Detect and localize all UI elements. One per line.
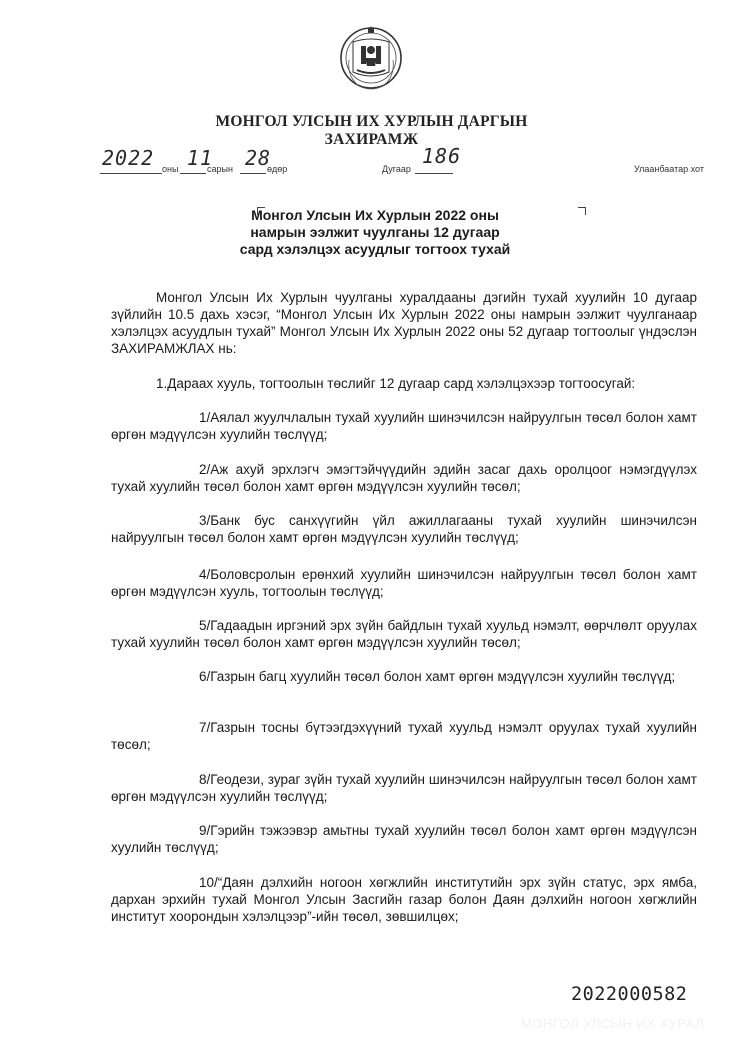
list-item: 6/Газрын багц хуулийн төсөл болон хамт өргөн мэдүүлсэн хуулийн төслүүд; — [199, 669, 676, 684]
watermark: МОНГОЛ УЛСЫН ИХ ХУРАЛ — [521, 1016, 705, 1031]
year-label: оны — [162, 164, 179, 174]
list-item: 7/Газрын тосны бүтээгдэхүүний тухай хуульд нэмэлт оруулах тухай хуулийн төсөл; — [111, 720, 697, 752]
document-type: ЗАХИРАМЖ — [324, 131, 419, 148]
handwritten-day: 28 — [245, 146, 272, 170]
state-emblem-icon — [339, 22, 403, 94]
document-title — [180, 207, 570, 258]
title-bracket-right — [578, 207, 586, 215]
list-item: 8/Геодези, зураг зүйн тухай хуулийн шинэчилсэн найруулгын төсөл болон хамт өргөн мэдүүлсэн хуулийн төслүүд; — [111, 772, 697, 804]
handwritten-month: 11 — [187, 146, 214, 170]
year-underline — [100, 173, 162, 174]
list-item: 3/Банк бус санхүүгийн үйл ажиллагааны тухай хуулийн шинэчилсэн найруулгын төсөл болон хамт өргөн мэдүүлсэн хуулийн төслүүд; — [111, 513, 697, 545]
day-label: өдөр — [267, 164, 288, 174]
handwritten-year: 2022 — [102, 146, 155, 170]
list-item: 9/Гэрийн тэжээвэр амьтны тухай хуулийн төсөл болон хамт өргөн мэдүүлсэн хуулийн төслүүд; — [111, 823, 697, 855]
list-item: 4/Боловсролын ерөнхий хуулийн шинэчилсэн найруулгын төсөл болон хамт өргөн мэдүүлсэн хууль, тогтоолын төслүүд; — [111, 567, 697, 599]
month-underline — [180, 173, 206, 174]
list-item: 2/Аж ахуй эрхлэгч эмэгтэйчүүдийн эдийн засаг дахь оролцоог нэмэгдүүлэх тухай хуулийн төсөл болон хамт өргөн мэдүүлсэн хуулийн төсөл; — [111, 462, 697, 494]
list-item: 1/Аялал жуулчлалын тухай хуулийн шинэчилсэн найруулгын төсөл болон хамт өргөн мэдүүлсэн хуулийн төслүүд; — [111, 410, 697, 442]
issuing-authority: МОНГОЛ УЛСЫН ИХ ХУРЛЫН ДАРГЫН — [215, 113, 528, 130]
month-label: сарын — [207, 164, 233, 174]
title-line: сард хэлэлцэх асуудлыг тогтоох тухай — [239, 241, 511, 257]
document-registration-number: 2022000582 — [571, 984, 688, 1005]
list-item: 10/“Даян дэлхийн ногоон хөгжлийн институтийн эрх зүйн статус, эрх ямба, дархан эрхийн тухай Монгол Улсын Засгийн газар болон Даян дэлхийн ногоон хөгжлийн институт хоорондын хэлэлцээр”-ийн төсөл, зөвшилцөх; — [111, 875, 697, 924]
list-item: 5/Гадаадын иргэний эрх зүйн байдлын тухай хуульд нэмэлт, өөрчлөлт оруулах тухай хуулийн төсөл болон хамт өргөн мэдүүлсэн хуулийн төсөл; — [111, 618, 697, 650]
handwritten-number: 186 — [422, 144, 462, 168]
number-underline — [415, 173, 453, 174]
date-line — [100, 146, 720, 176]
title-line: Монгол Улсын Их Хурлын 2022 оны — [251, 207, 499, 223]
preamble-paragraph: Монгол Улсын Их Хурлын чуулганы хуралдааны дэгийн тухай хуулийн 10 дугаар зүйлийн 10.5 дахь хэсэг, “Монгол Улсын Их Хурлын 2022 оны намрын ээлжит чуулганаар хэлэлцэх асуудлын тухай” Монгол Улсын Их Хурлын 2022 оны 52 дугаар тогтоолыг үндэслэн ЗАХИРАМЖЛАХ нь: — [111, 290, 697, 356]
number-label: Дугаар — [382, 164, 411, 174]
clause-1: 1.Дараах хууль, тогтоолын төслийг 12 дугаар сард хэлэлцэхээр тогтоосугай: — [156, 376, 636, 391]
day-underline — [240, 173, 266, 174]
place-label: Улаанбаатар хот — [634, 164, 704, 174]
title-line: намрын ээлжит чуулганы 12 дугаар — [250, 224, 500, 240]
